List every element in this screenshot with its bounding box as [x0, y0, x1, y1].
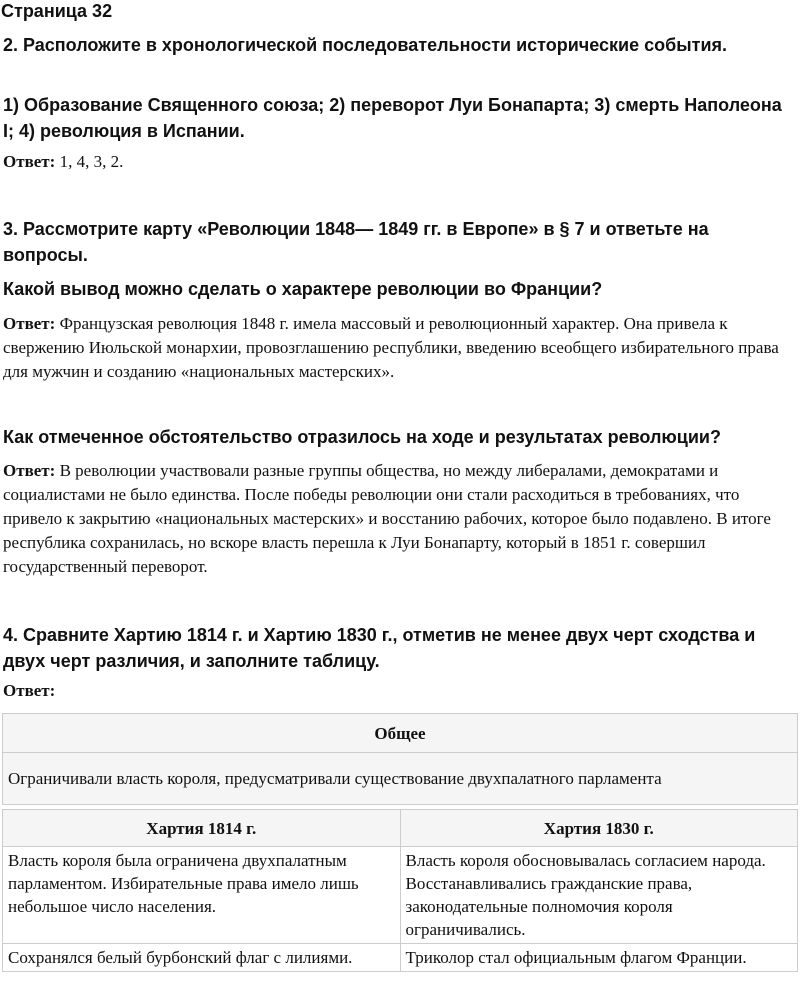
question-3-title: 3. Рассмотрите карту «Революции 1848— 1849 гг. в Европе» в § 7 и ответьте на вопросы.	[3, 219, 709, 265]
answer-text: Французская революция 1848 г. имела массовый и революционный характер. Она привела к свержению Июльской монархии, провозглашению республики, введению всеобщего избирательного права для мужчин и созданию «национальных мастерских».	[3, 314, 779, 381]
question-2-title: 2. Расположите в хронологической последовательности исторические события.	[3, 35, 728, 55]
answer-label: Ответ:	[3, 461, 56, 480]
table-cell: Власть короля была ограничена двухпалатным парламентом. Избирательные права имело лишь небольшое число населения.	[3, 847, 401, 944]
answer-text: 1, 4, 3, 2.	[59, 152, 124, 171]
table-cell: Власть короля обосновывалась согласием народа. Восстанавливались гражданские права, законодательные полномочия короля ограничивались.	[400, 847, 798, 944]
page-title: Страница 32	[1, 1, 113, 21]
table-header-charter-1814: Хартия 1814 г.	[3, 810, 401, 847]
question-3-subquestion-2: Как отмеченное обстоятельство отразилось на ходе и результатах революции?	[3, 427, 721, 447]
answer-label: Ответ:	[3, 314, 56, 333]
common-table	[2, 713, 798, 805]
question-2-answer	[3, 150, 793, 174]
table-cell: Триколор стал официальным флагом Франции.	[400, 944, 798, 972]
table-header-charter-1830: Хартия 1830 г.	[400, 810, 798, 847]
question-3-answer-1	[3, 312, 798, 384]
common-table-cell: Ограничивали власть короля, предусматривали существование двухпалатного парламента	[3, 753, 798, 805]
question-3-subquestion-1: Какой вывод можно сделать о характере революции во Франции?	[3, 279, 603, 299]
differences-table	[2, 809, 798, 972]
common-table-header: Общее	[3, 714, 798, 753]
table-cell: Сохранялся белый бурбонский флаг с лилиями.	[3, 944, 401, 972]
question-4-title: 4. Сравните Хартию 1814 г. и Хартию 1830 г., отметив не менее двух черт сходства и двух черт различия, и заполните таблицу.	[3, 625, 756, 671]
question-3-answer-2	[3, 459, 781, 579]
question-4-answer-label: Ответ:	[3, 681, 56, 700]
answer-label: Ответ:	[3, 152, 56, 171]
question-2-items: 1) Образование Священного союза; 2) переворот Луи Бонапарта; 3) смерть Наполеона I; 4) революция в Испании.	[3, 95, 782, 141]
answer-text: В революции участвовали разные группы общества, но между либералами, демократами и социалистами не было единства. После победы революции они стали расходиться в требованиях, что привело к закрытию «национальных мастерских» и восстанию рабочих, которое было подавлено. В итоге республика сохранилась, но вскоре власть перешла к Луи Бонапарту, который в 1851 г. совершил государственный переворот.	[3, 461, 771, 576]
table-row	[3, 944, 798, 972]
table-row	[3, 847, 798, 944]
